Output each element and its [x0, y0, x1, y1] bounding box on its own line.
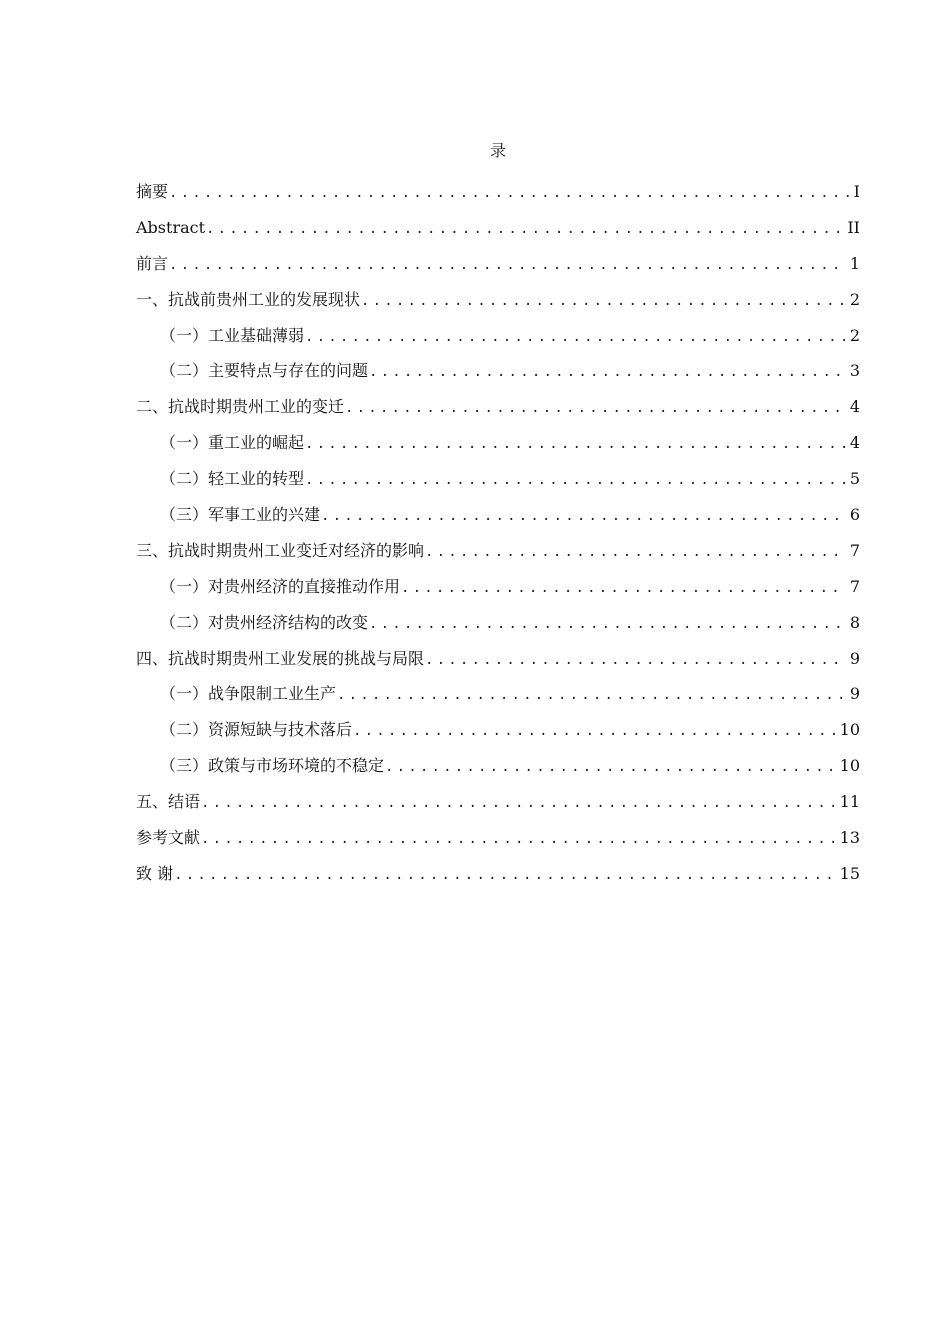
toc-leader-dots [168, 251, 846, 279]
toc-entry-label: 五、结语 [136, 792, 201, 812]
toc-leader-dots [304, 466, 846, 494]
toc-entry-label: （一）工业基础薄弱 [160, 325, 305, 345]
toc-leader-dots [336, 681, 846, 709]
toc-entry-label: 二、抗战时期贵州工业的变迁 [136, 397, 345, 417]
toc-leader-dots [384, 753, 836, 781]
toc-entry-page: 2 [849, 325, 860, 345]
toc-entry[interactable] [136, 645, 860, 681]
toc-entry-page: I [853, 182, 860, 201]
toc-entry-page: 6 [849, 505, 860, 525]
toc-entry[interactable] [136, 573, 860, 609]
toc-entry-label: 四、抗战时期贵州工业发展的挑战与局限 [136, 648, 425, 668]
toc-entry[interactable] [136, 393, 860, 429]
toc-entry[interactable] [136, 501, 860, 537]
toc-entry-label: 参考文献 [136, 828, 201, 848]
toc-leader-dots [320, 502, 846, 530]
toc-entry-label: （三）政策与市场环境的不稳定 [160, 756, 385, 776]
toc-entry-label: （一）对贵州经济的直接推动作用 [160, 576, 401, 596]
toc-leader-dots [424, 646, 846, 674]
toc-title: 录 [489, 141, 506, 160]
toc-leader-dots [352, 717, 836, 745]
toc-entry[interactable] [136, 357, 860, 393]
toc-entry[interactable] [136, 250, 860, 286]
table-of-contents [136, 178, 860, 896]
toc-entry[interactable] [136, 429, 860, 465]
toc-entry-page: 15 [839, 863, 860, 883]
toc-leader-dots [173, 861, 836, 889]
toc-leader-dots [368, 358, 846, 386]
toc-entry-page: 5 [849, 469, 860, 489]
toc-entry-page: 4 [849, 397, 860, 417]
toc-entry-page: 2 [849, 289, 860, 309]
toc-entry-page: 13 [839, 828, 860, 848]
toc-leader-dots [368, 610, 846, 638]
toc-entry-page: 9 [849, 684, 860, 704]
toc-entry[interactable] [136, 609, 860, 645]
toc-entry-label: （二）资源短缺与技术落后 [160, 720, 353, 740]
toc-entry[interactable] [136, 537, 860, 573]
toc-entry-page: 7 [849, 576, 860, 596]
toc-leader-dots [205, 215, 843, 243]
toc-entry-page: 11 [839, 792, 860, 812]
toc-entry[interactable] [136, 322, 860, 358]
toc-leader-dots [200, 825, 836, 853]
toc-leader-dots [344, 394, 846, 422]
toc-entry[interactable] [136, 465, 860, 501]
toc-entry-label: 一、抗战前贵州工业的发展现状 [136, 289, 361, 309]
toc-entry-page: 7 [849, 540, 860, 560]
toc-entry-page: II [847, 217, 860, 237]
toc-entry-label: （二）轻工业的转型 [160, 469, 305, 489]
toc-entry-label: 前言 [136, 253, 169, 273]
toc-entry-label: （一）战争限制工业生产 [160, 684, 337, 704]
toc-entry-page: 10 [839, 756, 860, 776]
toc-entry-page: 3 [849, 361, 860, 381]
toc-entry[interactable] [136, 214, 860, 250]
toc-leader-dots [304, 430, 846, 458]
toc-entry-label: （二）对贵州经济结构的改变 [160, 612, 369, 632]
toc-entry-label: （二）主要特点与存在的问题 [160, 361, 369, 381]
toc-entry[interactable] [136, 716, 860, 752]
toc-entry[interactable] [136, 788, 860, 824]
toc-entry[interactable] [136, 824, 860, 860]
toc-entry-label: （一）重工业的崛起 [160, 433, 305, 453]
toc-entry[interactable] [136, 286, 860, 322]
toc-leader-dots [168, 179, 850, 207]
toc-leader-dots [304, 323, 846, 351]
toc-entry[interactable] [136, 178, 860, 214]
toc-entry-label: 致 谢 [136, 863, 174, 883]
toc-entry-label: 摘要 [136, 182, 169, 201]
toc-entry-label: 三、抗战时期贵州工业变迁对经济的影响 [136, 540, 425, 560]
toc-entry-label: （三）军事工业的兴建 [160, 505, 321, 525]
toc-leader-dots [200, 789, 836, 817]
toc-entry-page: 10 [839, 720, 860, 740]
toc-entry[interactable] [136, 680, 860, 716]
toc-entry-label: Abstract [136, 217, 206, 237]
toc-leader-dots [424, 538, 846, 566]
toc-leader-dots [360, 287, 846, 315]
toc-entry-page: 9 [849, 648, 860, 668]
toc-entry[interactable] [136, 752, 860, 788]
toc-entry-page: 1 [849, 253, 860, 273]
toc-entry-page: 8 [849, 612, 860, 632]
toc-entry-page: 4 [849, 433, 860, 453]
toc-leader-dots [400, 574, 846, 602]
toc-entry[interactable] [136, 860, 860, 896]
